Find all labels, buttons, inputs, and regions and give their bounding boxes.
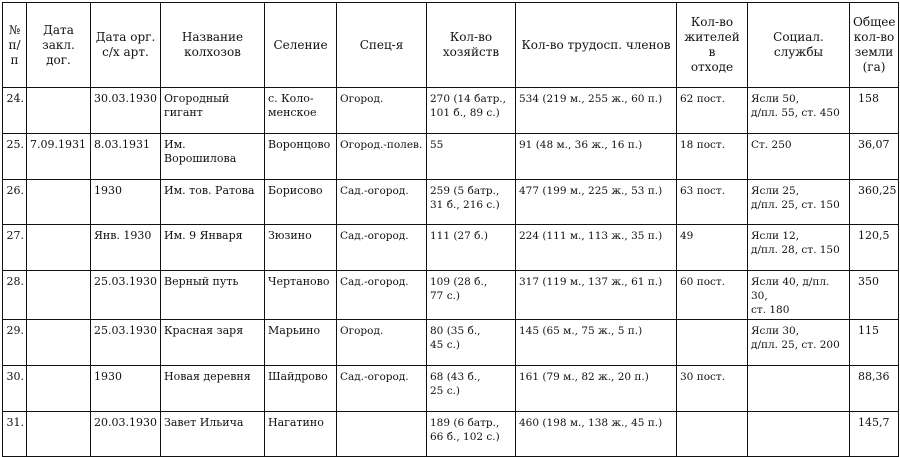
cell-workers: 477 (199 м., 225 ж., 53 п.) — [516, 179, 677, 225]
cell-number: 31. — [3, 411, 27, 457]
header-social-services: Социал. службы — [748, 3, 850, 88]
cell-workers: 317 (119 м., 137 ж., 61 п.) — [516, 271, 677, 320]
cell-workers: 161 (79 м., 82 ж., 20 п.) — [516, 365, 677, 411]
cell-kolkhoz-name: Верный путь — [161, 271, 265, 320]
cell-org-date: Янв. 1930 — [91, 225, 161, 271]
header-org-date: Дата орг. с/х арт. — [91, 3, 161, 88]
cell-total-land: 158 — [850, 88, 899, 134]
cell-social-services: Ясли 30, д/пл. 25, ст. 200 — [748, 320, 850, 366]
cell-village: Нагатино — [265, 411, 337, 457]
cell-social-services: Ясли 50, д/пл. 55, ст. 450 — [748, 88, 850, 134]
cell-workers: 460 (198 м., 138 ж., 45 п.) — [516, 411, 677, 457]
header-kolkhoz-name: Название колхозов — [161, 3, 265, 88]
table-row — [3, 225, 899, 271]
cell-org-date: 25.03.1930 — [91, 320, 161, 366]
cell-number: 27. — [3, 225, 27, 271]
cell-specialization: Сад.-огород. — [337, 271, 427, 320]
cell-village: Воронцово — [265, 133, 337, 179]
cell-residents-away: 30 пост. — [677, 365, 748, 411]
cell-specialization: Сад.-огород. — [337, 225, 427, 271]
cell-org-date: 25.03.1930 — [91, 271, 161, 320]
cell-households: 55 — [427, 133, 516, 179]
cell-number: 30. — [3, 365, 27, 411]
table-row — [3, 179, 899, 225]
table-row — [3, 88, 899, 134]
table-row — [3, 271, 899, 320]
cell-contract-date — [27, 271, 91, 320]
cell-social-services: Ясли 12, д/пл. 28, ст. 150 — [748, 225, 850, 271]
cell-total-land: 145,7 — [850, 411, 899, 457]
cell-specialization: Огород.-полев. — [337, 133, 427, 179]
header-total-land: Общее кол-во земли (га) — [850, 3, 899, 88]
cell-number: 29. — [3, 320, 27, 366]
cell-social-services — [748, 365, 850, 411]
kolkhoz-table — [2, 2, 899, 457]
cell-households: 189 (6 батр., 66 б., 102 с.) — [427, 411, 516, 457]
cell-kolkhoz-name: Им. 9 Января — [161, 225, 265, 271]
cell-number: 25. — [3, 133, 27, 179]
cell-total-land: 360,25 — [850, 179, 899, 225]
cell-number: 26. — [3, 179, 27, 225]
header-contract-date: Дата закл. дог. — [27, 3, 91, 88]
cell-households: 270 (14 батр., 101 б., 89 с.) — [427, 88, 516, 134]
table-row — [3, 320, 899, 366]
table-row — [3, 365, 899, 411]
cell-kolkhoz-name: Красная заря — [161, 320, 265, 366]
cell-workers: 91 (48 м., 36 ж., 16 п.) — [516, 133, 677, 179]
cell-workers: 224 (111 м., 113 ж., 35 п.) — [516, 225, 677, 271]
cell-total-land: 350 — [850, 271, 899, 320]
cell-residents-away: 60 пост. — [677, 271, 748, 320]
cell-households: 68 (43 б., 25 с.) — [427, 365, 516, 411]
cell-specialization: Огород. — [337, 88, 427, 134]
table-row — [3, 133, 899, 179]
cell-org-date: 20.03.1930 — [91, 411, 161, 457]
cell-org-date: 30.03.1930 — [91, 88, 161, 134]
cell-total-land: 36,07 — [850, 133, 899, 179]
cell-residents-away: 18 пост. — [677, 133, 748, 179]
cell-kolkhoz-name: Им. тов. Ратова — [161, 179, 265, 225]
cell-kolkhoz-name: Завет Ильича — [161, 411, 265, 457]
cell-residents-away: 49 — [677, 225, 748, 271]
cell-workers: 145 (65 м., 75 ж., 5 п.) — [516, 320, 677, 366]
cell-households: 259 (5 батр., 31 б., 216 с.) — [427, 179, 516, 225]
cell-specialization: Огород. — [337, 320, 427, 366]
header-households: Кол-во хозяйств — [427, 3, 516, 88]
cell-residents-away: 63 пост. — [677, 179, 748, 225]
cell-specialization: Сад.-огород. — [337, 365, 427, 411]
cell-specialization: Сад.-огород. — [337, 179, 427, 225]
cell-number: 24. — [3, 88, 27, 134]
cell-households: 80 (35 б., 45 с.) — [427, 320, 516, 366]
header-residents-away: Кол-во жителей в отходе — [677, 3, 748, 88]
cell-households: 111 (27 б.) — [427, 225, 516, 271]
cell-kolkhoz-name: Огородный гигант — [161, 88, 265, 134]
cell-village: Марьино — [265, 320, 337, 366]
cell-total-land: 120,5 — [850, 225, 899, 271]
cell-village: Шайдрово — [265, 365, 337, 411]
cell-village: Борисово — [265, 179, 337, 225]
cell-contract-date — [27, 320, 91, 366]
header-row — [3, 3, 899, 88]
cell-contract-date: 7.09.1931 — [27, 133, 91, 179]
cell-kolkhoz-name: Новая деревня — [161, 365, 265, 411]
cell-contract-date — [27, 88, 91, 134]
cell-workers: 534 (219 м., 255 ж., 60 п.) — [516, 88, 677, 134]
cell-contract-date — [27, 179, 91, 225]
cell-social-services: Ст. 250 — [748, 133, 850, 179]
cell-kolkhoz-name: Им. Ворошилова — [161, 133, 265, 179]
cell-total-land: 88,36 — [850, 365, 899, 411]
cell-org-date: 1930 — [91, 179, 161, 225]
cell-village: с. Коло- менское — [265, 88, 337, 134]
cell-contract-date — [27, 365, 91, 411]
header-specialization: Спец-я — [337, 3, 427, 88]
cell-social-services: Ясли 40, д/пл. 30, ст. 180 — [748, 271, 850, 320]
cell-org-date: 1930 — [91, 365, 161, 411]
cell-residents-away — [677, 320, 748, 366]
cell-residents-away: 62 пост. — [677, 88, 748, 134]
cell-contract-date — [27, 225, 91, 271]
cell-number: 28. — [3, 271, 27, 320]
cell-village: Зюзино — [265, 225, 337, 271]
header-number: № п/п — [3, 3, 27, 88]
cell-households: 109 (28 б., 77 с.) — [427, 271, 516, 320]
cell-org-date: 8.03.1931 — [91, 133, 161, 179]
cell-village: Чертаново — [265, 271, 337, 320]
header-village: Селение — [265, 3, 337, 88]
header-workers: Кол-во трудосп. членов — [516, 3, 677, 88]
cell-total-land: 115 — [850, 320, 899, 366]
cell-social-services: Ясли 25, д/пл. 25, ст. 150 — [748, 179, 850, 225]
